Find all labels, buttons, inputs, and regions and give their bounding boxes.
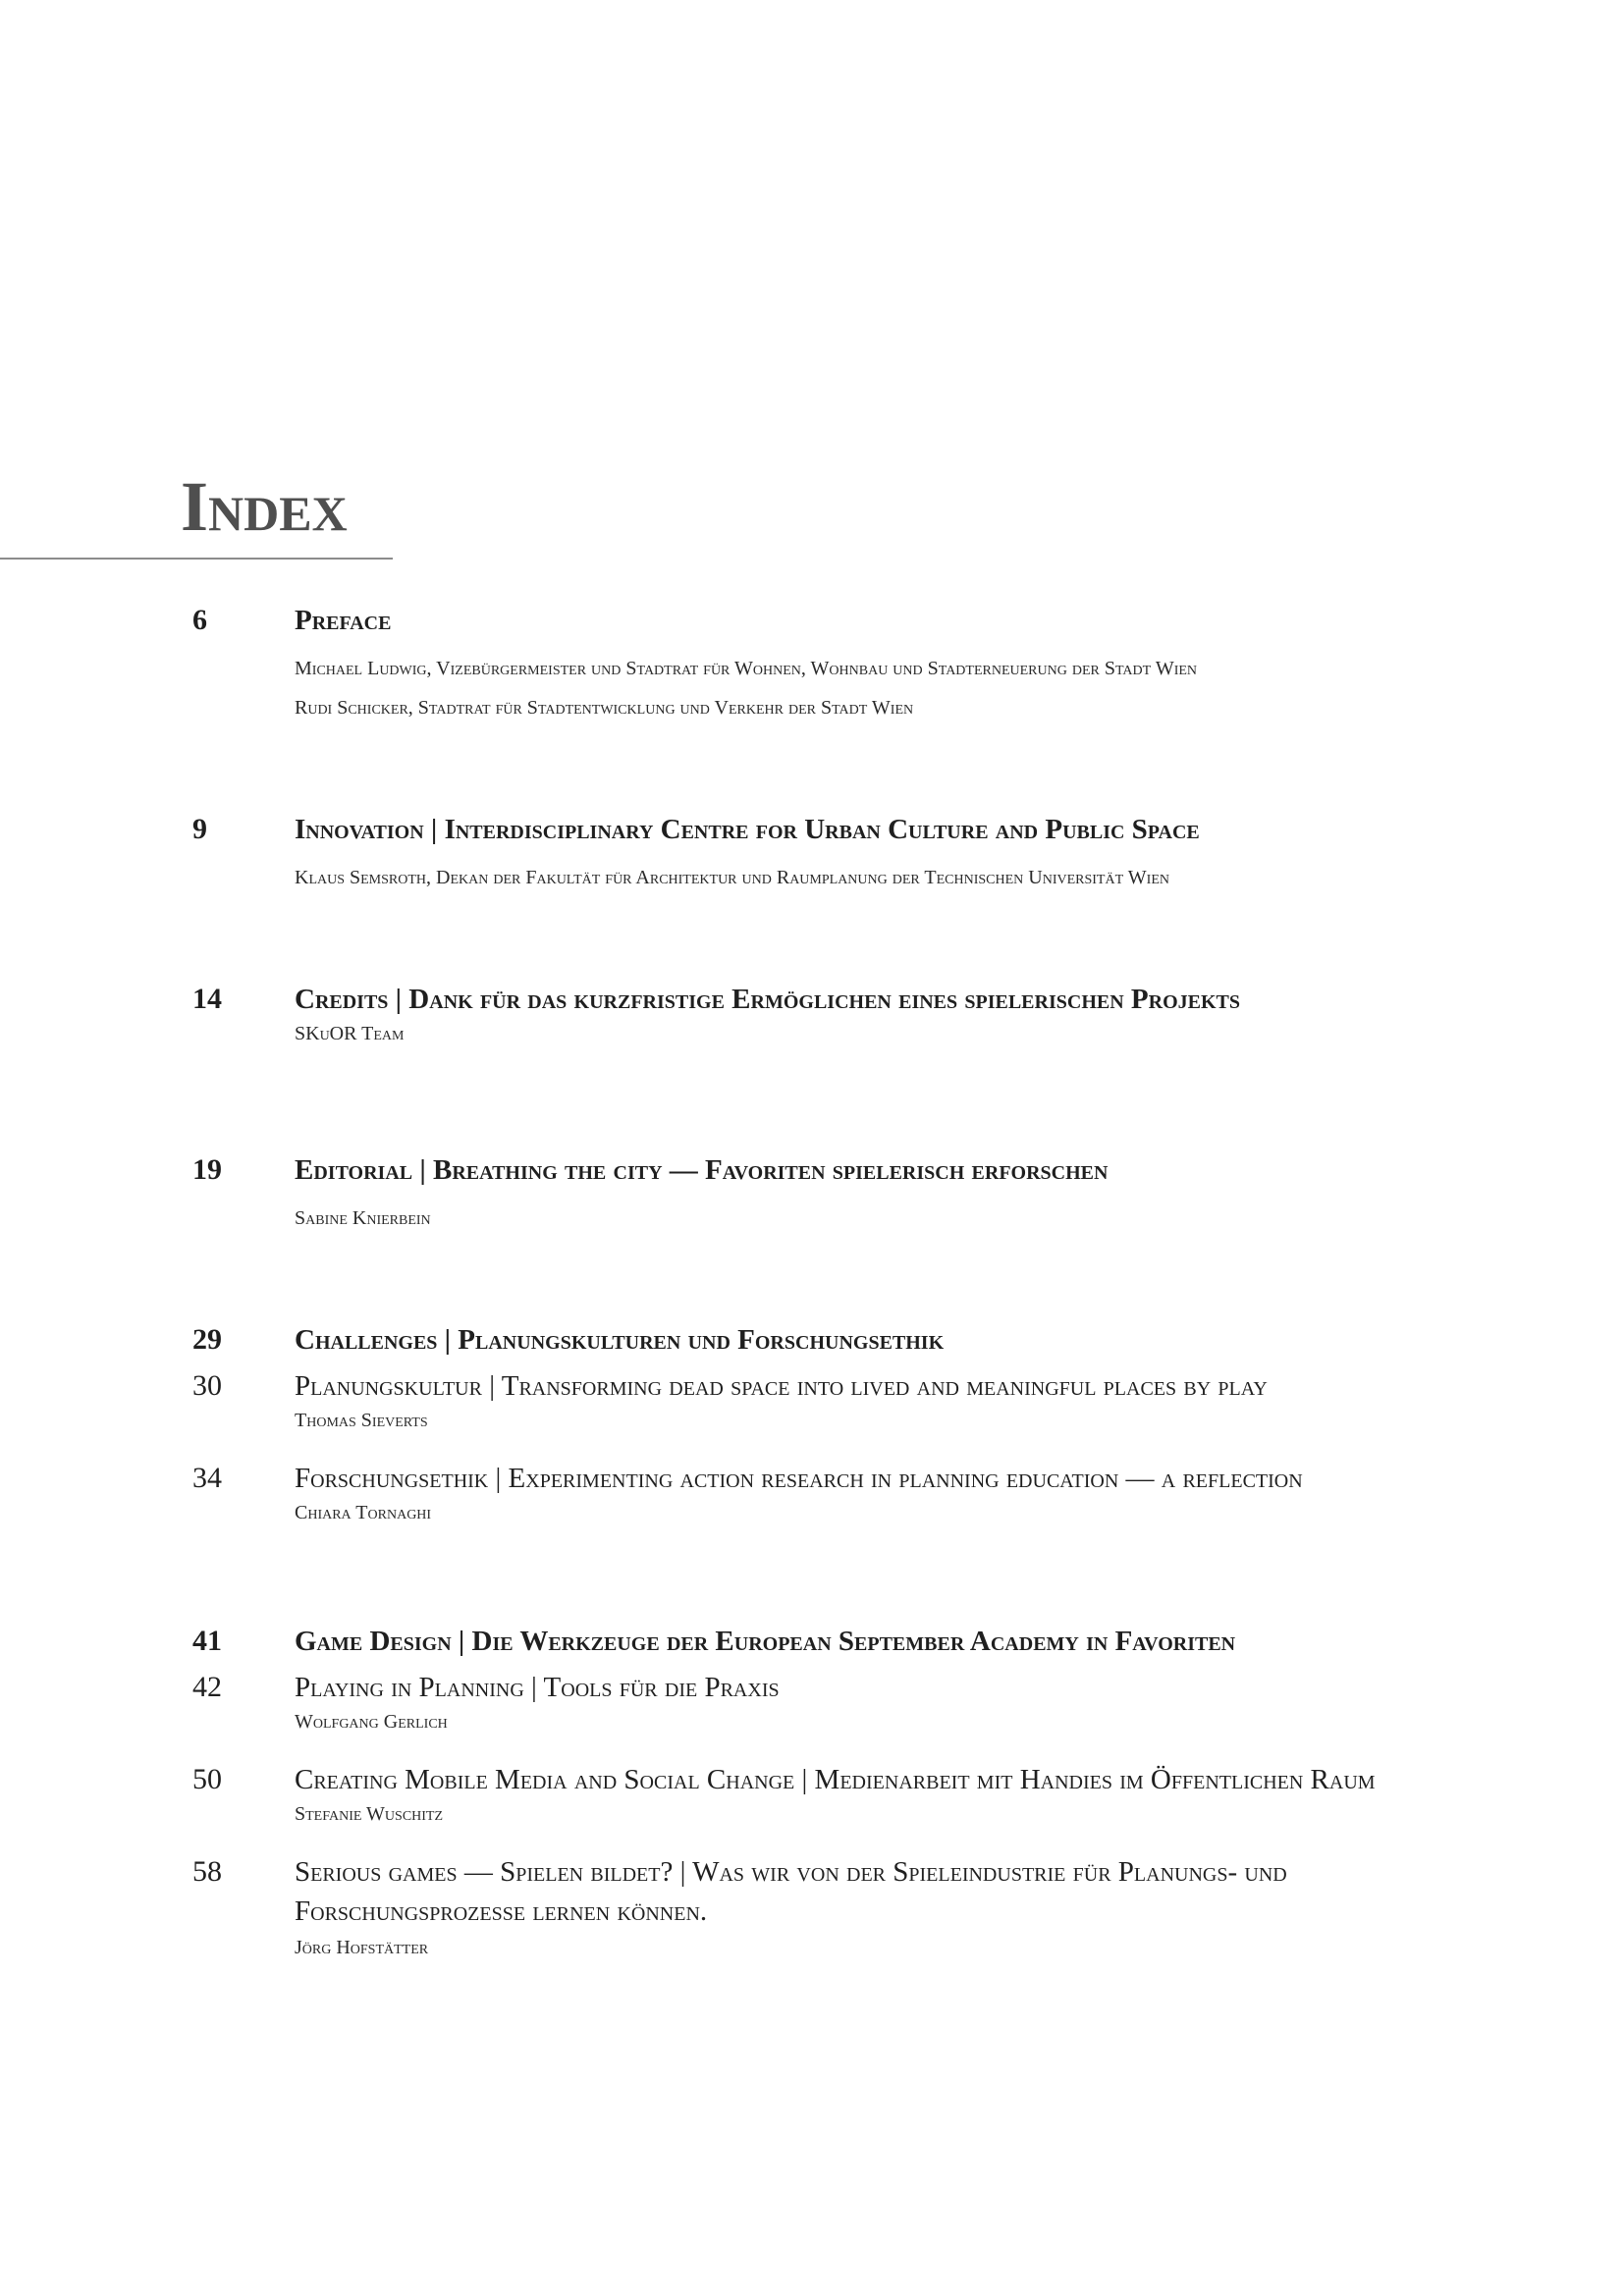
title-rule [0,558,393,560]
entry-author: SKuOR Team [295,1023,405,1044]
entry-title: Forschungsethik | Experimenting action research in planning education — a reflection [295,1463,1303,1494]
entry-author: Klaus Semsroth, Dekan der Fakultät für Architektur und Raumplanung der Technischen Universität Wien [295,867,1169,888]
page-number: 19 [192,1153,222,1186]
entry-author: Jörg Hofstätter [295,1937,429,1958]
page-number: 30 [192,1369,222,1402]
entry-author: Sabine Knierbein [295,1207,431,1229]
entry-author: Stefanie Wuschitz [295,1803,444,1825]
entry-title: Preface [295,605,392,636]
entry-author: Chiara Tornaghi [295,1502,432,1523]
page-number: 9 [192,813,207,845]
page-number: 29 [192,1323,222,1356]
page-number: 50 [192,1763,222,1795]
entry-title: Serious games — Spielen bildet? | Was wir von der Spieleindustrie für Planungs- und Forschungsprozesse lernen können. [295,1856,1287,1927]
entry-title: Credits | Dank für das kurzfristige Ermöglichen eines spielerischen Projekts [295,984,1240,1015]
page-number: 34 [192,1462,222,1494]
entry-title: Creating Mobile Media and Social Change | Medienarbeit mit Handies im Öffentlichen Raum [295,1764,1376,1795]
entry-author: Wolfgang Gerlich [295,1711,448,1733]
entry-title: Editorial | Breathing the city — Favoriten spielerisch erforschen [295,1154,1109,1186]
entry-title: Planungskultur | Transforming dead space into lived and meaningful places by play [295,1370,1268,1402]
page-number: 42 [192,1671,222,1703]
page-number: 6 [192,604,207,636]
page-number: 14 [192,983,222,1015]
page-title: Index [181,467,348,546]
entry-author: Thomas Sieverts [295,1410,428,1431]
entry-title: Innovation | Interdisciplinary Centre for Urban Culture and Public Space [295,814,1200,845]
entry-title: Challenges | Planungskulturen und Forschungsethik [295,1324,945,1356]
entry-title: Playing in Planning | Tools für die Praxis [295,1672,780,1703]
page-number: 58 [192,1855,222,1888]
entry-author: Michael Ludwig, Vizebürgermeister und Stadtrat für Wohnen, Wohnbau und Stadterneuerung der Stadt Wien [295,658,1198,679]
entry-title: Game Design | Die Werkzeuge der European September Academy in Favoriten [295,1626,1236,1657]
entry-author: Rudi Schicker, Stadtrat für Stadtentwicklung und Verkehr der Stadt Wien [295,697,914,719]
page-number: 41 [192,1625,222,1657]
